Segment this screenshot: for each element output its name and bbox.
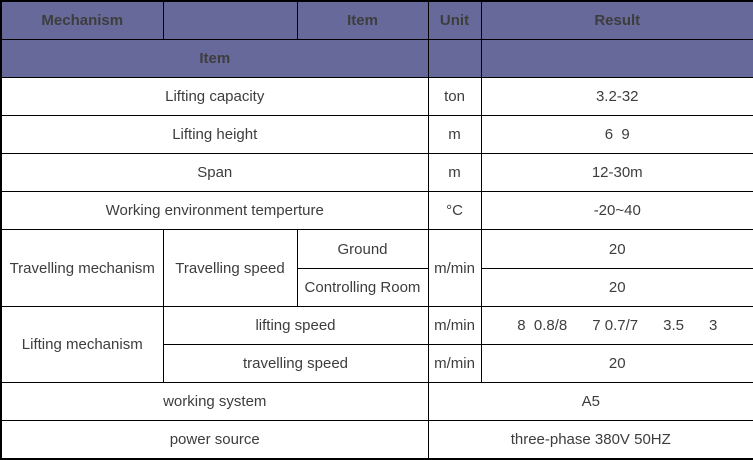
lifting-capacity-label: Lifting capacity bbox=[1, 77, 428, 115]
travelling-ground-result: 20 bbox=[481, 230, 753, 268]
working-system-label: working system bbox=[1, 383, 428, 421]
table-row bbox=[1, 421, 753, 459]
working-env-label: Working environment temperture bbox=[1, 192, 428, 230]
travelling-controlling-room-label: Controlling Room bbox=[297, 268, 428, 306]
header-row-2 bbox=[1, 39, 753, 77]
table-row bbox=[1, 192, 753, 230]
lifting-travelling-speed-unit: m/min bbox=[428, 344, 481, 382]
header-item: Item bbox=[297, 1, 428, 39]
table-row bbox=[1, 306, 753, 344]
travelling-speed-label: Travelling speed bbox=[163, 230, 297, 306]
span-unit: m bbox=[428, 154, 481, 192]
lifting-travelling-speed-result: 20 bbox=[481, 344, 753, 382]
lifting-height-unit: m bbox=[428, 115, 481, 153]
table-row bbox=[1, 383, 753, 421]
working-env-unit: °C bbox=[428, 192, 481, 230]
span-label: Span bbox=[1, 154, 428, 192]
lifting-capacity-unit: ton bbox=[428, 77, 481, 115]
header-row-1 bbox=[1, 1, 753, 39]
travelling-mechanism-label: Travelling mechanism bbox=[1, 230, 163, 306]
table-row bbox=[1, 230, 753, 268]
power-source-result: three-phase 380V 50HZ bbox=[428, 421, 753, 459]
header-unit: Unit bbox=[428, 1, 481, 39]
header-item-span: Item bbox=[1, 39, 428, 77]
header-unit-blank bbox=[428, 39, 481, 77]
travelling-controlling-room-result: 20 bbox=[481, 268, 753, 306]
working-system-result: A5 bbox=[428, 383, 753, 421]
lifting-speed-label: lifting speed bbox=[163, 306, 428, 344]
travelling-unit: m/min bbox=[428, 230, 481, 306]
table-row bbox=[1, 115, 753, 153]
table-row bbox=[1, 154, 753, 192]
lifting-travelling-speed-label: travelling speed bbox=[163, 344, 428, 382]
power-source-label: power source bbox=[1, 421, 428, 459]
header-result: Result bbox=[481, 1, 753, 39]
header-result-blank bbox=[481, 39, 753, 77]
table-row bbox=[1, 77, 753, 115]
lifting-mechanism-label: Lifting mechanism bbox=[1, 306, 163, 382]
span-result: 12-30m bbox=[481, 154, 753, 192]
header-blank bbox=[163, 1, 297, 39]
lifting-capacity-result: 3.2-32 bbox=[481, 77, 753, 115]
lifting-speed-result: 8 0.8/8 7 0.7/7 3.5 3 bbox=[481, 306, 753, 344]
travelling-ground-label: Ground bbox=[297, 230, 428, 268]
lifting-height-label: Lifting height bbox=[1, 115, 428, 153]
lifting-height-result: 6 9 bbox=[481, 115, 753, 153]
header-mechanism: Mechanism bbox=[1, 1, 163, 39]
working-env-result: -20~40 bbox=[481, 192, 753, 230]
lifting-speed-unit: m/min bbox=[428, 306, 481, 344]
